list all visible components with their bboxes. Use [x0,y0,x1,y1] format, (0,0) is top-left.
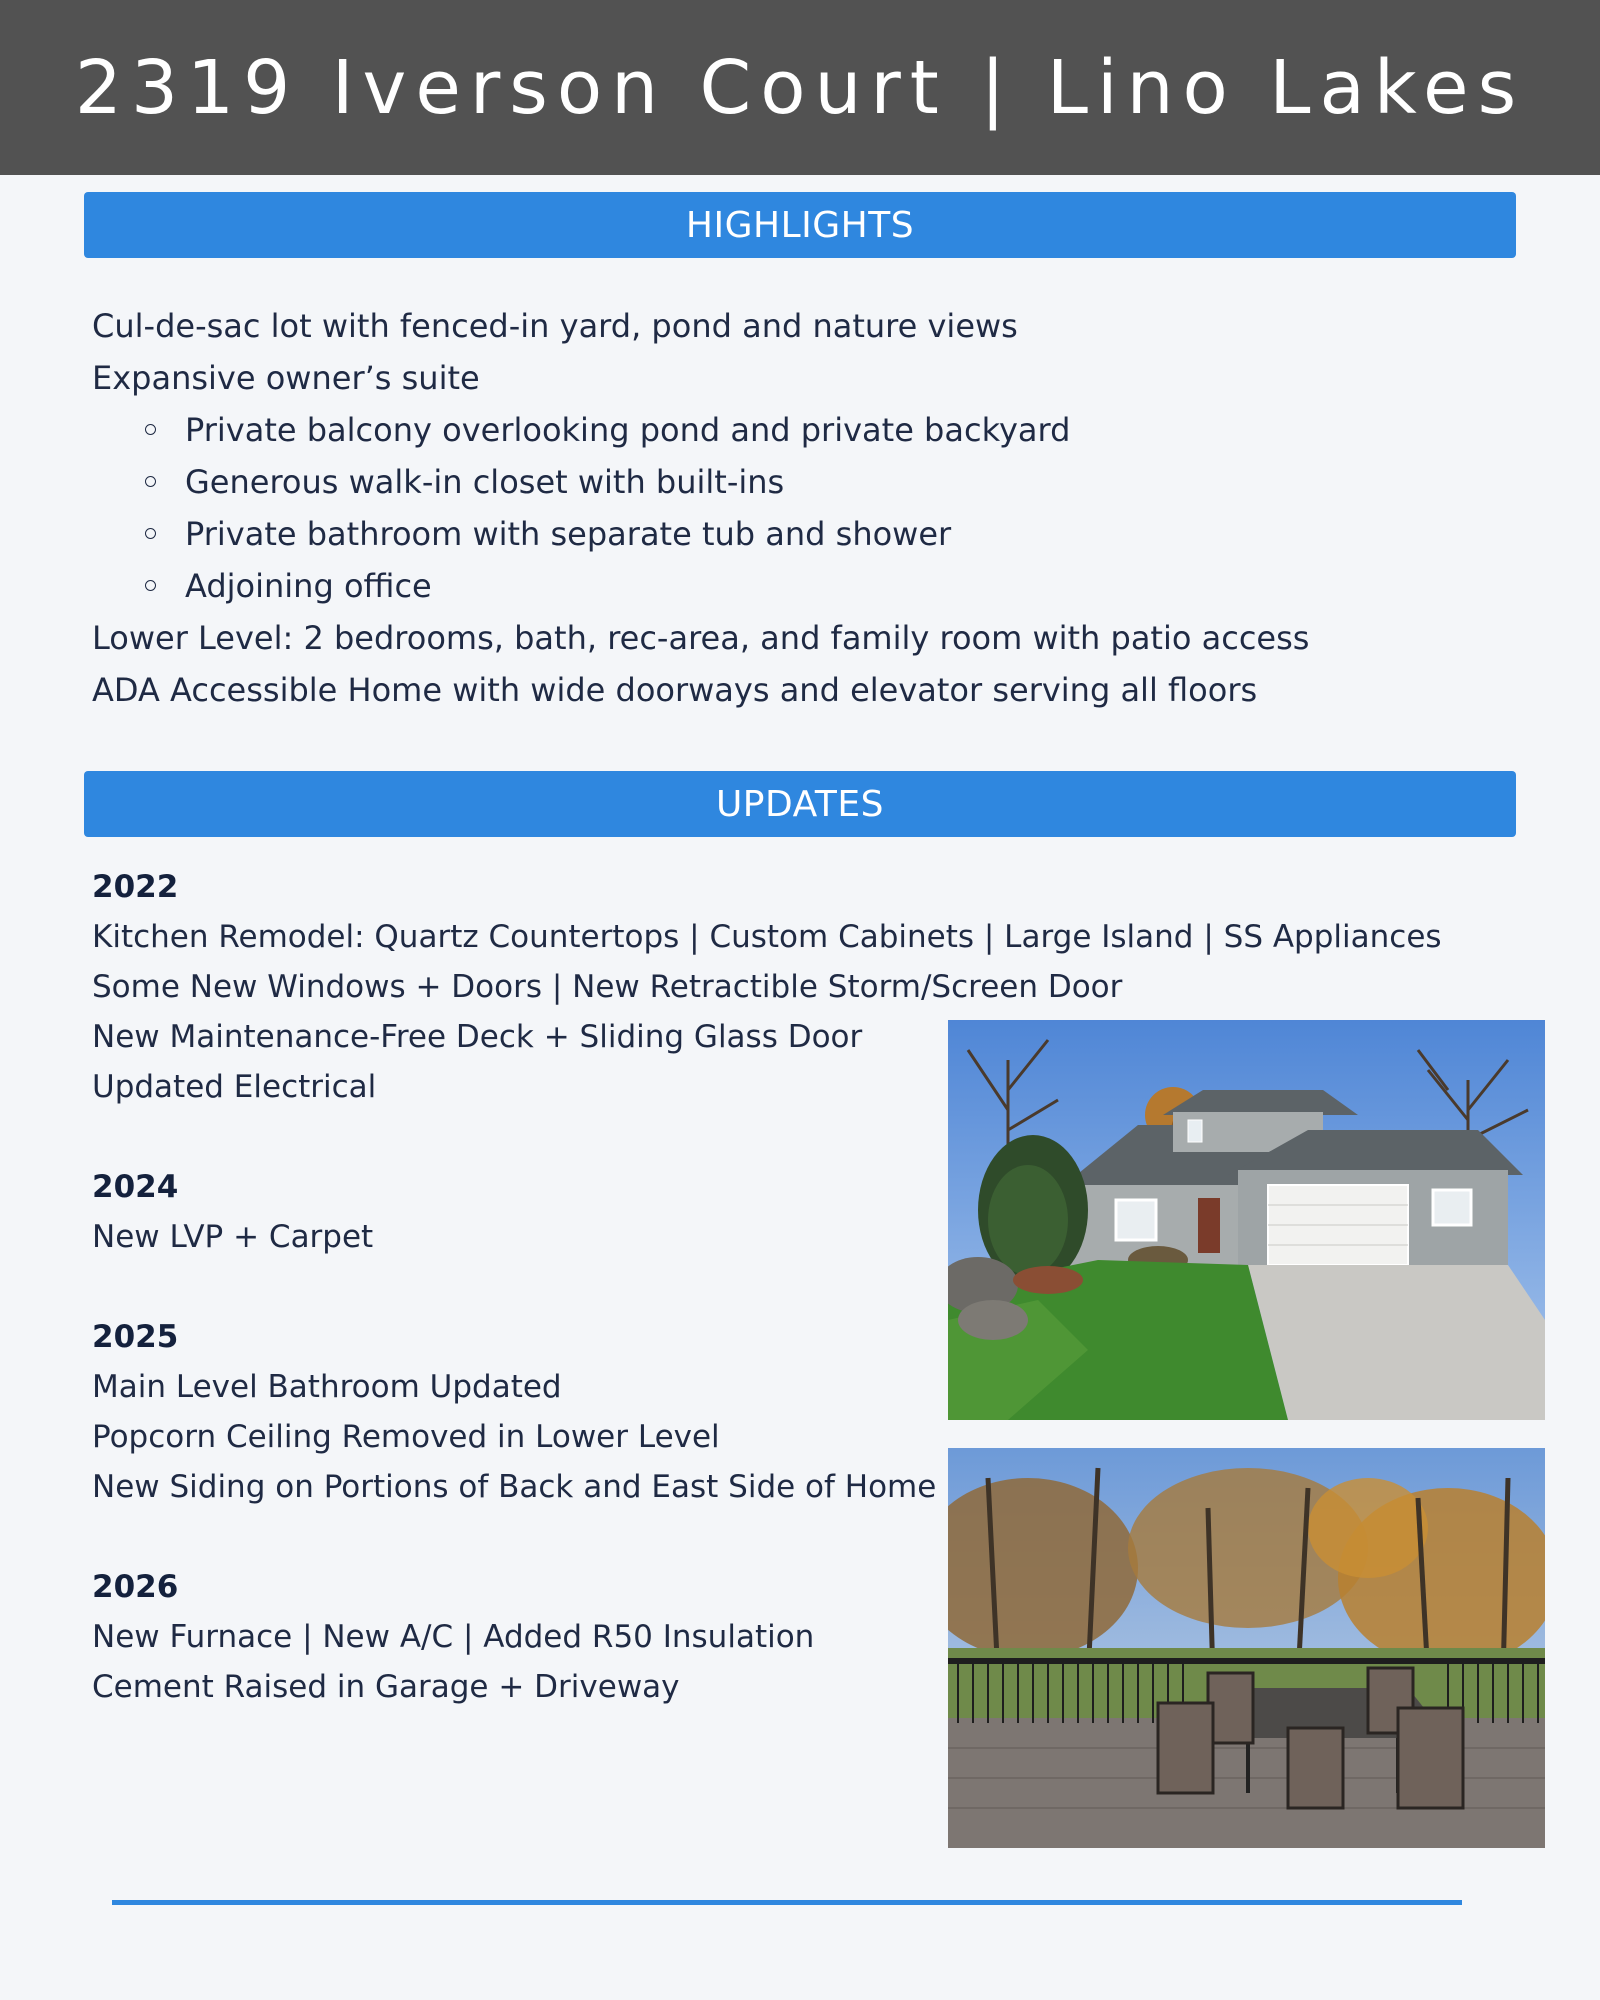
update-year: 2026 [92,1569,179,1605]
highlight-item: Expansive owner’s suite [92,359,480,397]
suite-feature-text: Private balcony overlooking pond and private backyard [185,411,1071,449]
hollow-bullet-icon [145,528,156,539]
suite-feature-item [92,456,1392,508]
suite-feature-item [92,560,1392,612]
update-item: Kitchen Remodel: Quartz Countertops | Custom Cabinets | Large Island | SS Appliances [92,919,1442,955]
update-item: New Maintenance-Free Deck + Sliding Glass Door [92,1019,863,1055]
update-item: New Siding on Portions of Back and East Side of Home [92,1469,937,1505]
suite-features-list [92,404,1392,612]
update-item: New LVP + Carpet [92,1219,374,1255]
highlight-item: Cul-de-sac lot with fenced-in yard, pond and nature views [92,307,1018,345]
update-item: Some New Windows + Doors | New Retractible Storm/Screen Door [92,969,1123,1005]
suite-feature-item [92,404,1392,456]
update-year-block [92,1162,942,1262]
suite-feature-text: Private bathroom with separate tub and shower [185,515,952,553]
highlights-header: HIGHLIGHTS [84,192,1516,258]
hollow-bullet-icon [145,580,156,591]
update-item: Updated Electrical [92,1069,377,1105]
update-item: Popcorn Ceiling Removed in Lower Level [92,1419,720,1455]
highlight-item: Lower Level: 2 bedrooms, bath, rec-area, and family room with patio access [92,619,1310,657]
update-year-block [92,1312,942,1512]
hollow-bullet-icon [145,424,156,435]
update-year: 2022 [92,869,179,905]
suite-feature-text: Generous walk-in closet with built-ins [185,463,785,501]
title-bar [0,0,1600,175]
suite-feature-item [92,508,1392,560]
updates-list [92,862,1442,1762]
update-year-block [92,862,1442,1112]
highlight-item: ADA Accessible Home with wide doorways and elevator serving all floors [92,671,1258,709]
update-item: New Furnace | New A/C | Added R50 Insulation [92,1619,815,1655]
highlights-list [92,300,1392,716]
update-year-block [92,1562,942,1712]
update-item: Cement Raised in Garage + Driveway [92,1669,680,1705]
house-exterior-photo [948,1020,1545,1420]
backyard-deck-photo [948,1448,1545,1848]
update-year: 2025 [92,1319,179,1355]
bottom-divider [112,1900,1462,1905]
updates-header: UPDATES [84,771,1516,837]
hollow-bullet-icon [145,476,156,487]
update-item: Main Level Bathroom Updated [92,1369,562,1405]
update-year: 2024 [92,1169,179,1205]
page-title: 2319 Iverson Court | Lino Lakes [74,44,1526,131]
suite-feature-text: Adjoining office [185,567,432,605]
